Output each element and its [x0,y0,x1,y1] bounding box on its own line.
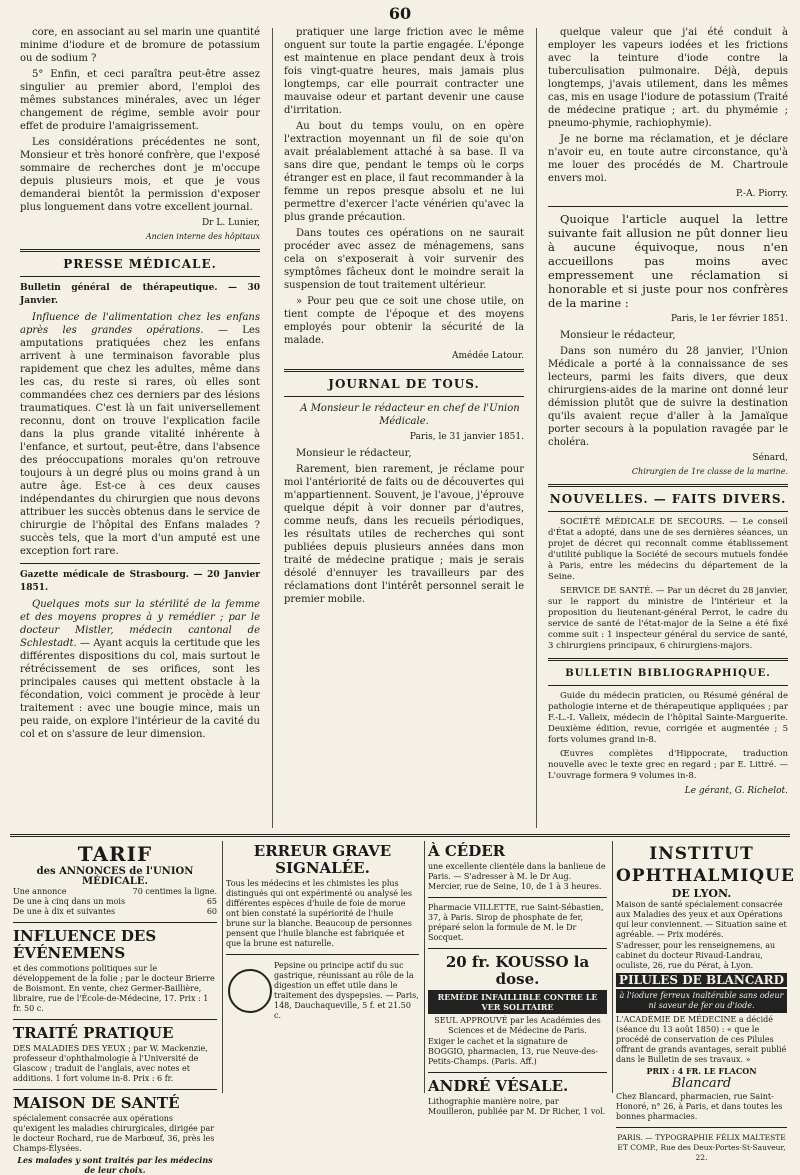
handwritten-signature: Blancard [671,1076,732,1091]
ad-column-1 [10,841,220,1175]
ad-text: Pepsine ou principe actif du suc gastrique, réunissant au rôle de la digestion un effet utile dans le traitement des dyspepsies. — Paris, 148, Dauchaqueville, 5 f. et 21.50 c. [274,961,419,1020]
tarif-row [13,907,217,917]
section-title: BULLETIN BIBLIOGRAPHIQUE. [565,668,771,679]
article-subtitle: Quelques mots sur la stérilité de la femme et des moyens propres à y remédier ; par le docteur Mistler, médecin cantonal de Schlestadt. [20,599,260,649]
paragraph: Je ne borne ma réclamation, et je déclare n'avoir eu, en toute autre circonstance, qu'à me louer des procédés de M. Chartroule envers moi. [548,134,788,184]
ad-text: Lithographie manière noire, par Mouilleron, publiée par M. Dr Richer, 1 vol. [428,1097,606,1116]
ad-title: 20 fr. KOUSSO la dose. [445,953,590,988]
divider [548,685,788,686]
tarif-title: TARIF [77,842,153,866]
ad-title: INSTITUT OPHTHALMIQUE [616,844,795,886]
divider [20,249,260,252]
paragraph: 5° Enfin, et ceci paraîtra peut-être assez singulier au premier abord, l'emploi des mêmes substances minérales, avec un léger changement de régime, semble avoir pour effet de produire l'amaigrissement. [20,69,260,132]
tarif-row [13,887,217,897]
ad-text: SEUL APPROUVÉ par les Académies des Sciences et de Médecine de Paris. [434,1016,601,1035]
tarif-price: 60 [206,907,217,916]
advertisements-section [10,834,795,1175]
signature-title: Chirurgien de 1re classe de la marine. [631,467,788,476]
column-divider [272,28,273,828]
divider [20,276,260,277]
ad-text: S'adresser, pour les renseignemens, au cabinet du docteur Rivaud-Landrau, oculiste, 26, rue du Pérat, à Lyon. [616,941,776,970]
ad-column-2 [222,841,422,1093]
paragraph: » Pour peu que ce soit une chose utile, on tient compte de l'époque et des moyens employés pour obtenir la sécurité de la malade. [284,296,524,346]
ad-title: À CÉDER [428,842,506,860]
news-item: SOCIÉTÉ MÉDICALE DE SECOURS. — Le conseil d'État a adopté, dans une de ses dernières séances, un projet de décret qui reconnaît comme établissement d'utilité publique la Société de secours mutuels fondée à Paris, entre les médecins du département de la Seine. [548,517,788,582]
ad-banner: REMÈDE INFAILLIBLE CONTRE LE VER SOLITAIRE [428,990,607,1014]
ad-subtitle: DE LYON. [671,887,732,900]
divider [13,922,217,923]
ad-banner-sub: à l'iodure ferreux inaltérable sans odeur ni saveur de fer ou d'iode. [616,989,787,1013]
imprint: PARIS. — TYPOGRAPHIE FÉLIX MALTESTE ET COMP., Rue des Deux-Portes-St-Sauveur, 22. [617,1133,786,1162]
paragraph: quelque valeur que j'ai été conduit à employer les vapeurs iodées et les frictions avec la teinture d'iode contre la tuberculisation pulmonaire. Déjà, depuis longtemps, j'avais utilement, dans les mêmes cas, mis en usage l'iodure de potassium (Traité de médecine pratique ; art. du phymémie ; pneumo-phymie, rachiophymie). [548,27,788,129]
pepsine-ad [226,960,419,1022]
news-item: SERVICE DE SANTÉ. — Par un décret du 28 janvier, sur le rapport du ministre de l'intérieur et la proposition du lieutenant-général Perrot, le cadre du service de santé de l'état-major de la Seine a été fixé comme suit : 1 inspecteur général du service de santé, 3 chirurgiens principaux, 6 chirurgiens-majors. [548,586,788,651]
divider [428,948,607,949]
paragraph [20,598,260,741]
ad-title: MAISON DE SANTÉ [13,1094,180,1112]
article-text: — Ayant acquis la certitude que les différentes dispositions du col, mais surtout le rétrécissement de ses orifices, sont les principales causes qui mettent obstacle à la fécondation, voici comment je procède à leur traitement : avec une bougie mince, mais un peu raide, on explore l'intérieur de la cavité du col et on s'assure de leur dimension. [20,638,261,740]
article-text: — Les amputations pratiquées chez les enfans arrivent à une terminaison favorable plus rapidement que chez les adultes, même dans les cas, du reste si rares, où elles sont commandées chez ces derniers par des lésions traumatiques. C'est là un fait universellement reconnu, dont on trouve l'explication facile dans la plus grande vitalité inhérente à l'enfance, et surtout, peut-être, dans l'absence des préoccupations morales qu'on retrouve toujours à un degré plus ou moins grand à un autre âge. Est-ce à ces deux causes indépendantes du chirurgien que nous devons attribuer les succès obtenus dans le service de chirurgie de l'hôpital des Enfans malades ? succès tels, que la mort d'un amputé est une exception fort rare. [20,325,260,557]
ad-title: ANDRÉ VÉSALE. [428,1077,569,1095]
bibliography-item: Guide du médecin praticien, ou Résumé général de pathologie interne et de thérapeutique appliquées ; par F.-L.-I. Valleix, médecin de l'hôpital Sainte-Marguerite. Deuxième édition, revue, corrigée et augmentée ; 5 forts volumes grand in-8. [548,691,788,745]
paragraph: Les considérations précédentes ne sont, Monsieur et très honoré confrère, que l'exposé sommaire de recherches dont je m'occupe depuis plusieurs mois, et que je vous demanderai bientôt la permission d'exposer plus longuement dans votre excellent journal. [20,137,260,213]
divider [13,1019,217,1020]
column-1 [20,26,260,826]
ad-text: Maison de santé spécialement consacrée aux Maladies des yeux et aux Opérations qui leur conviennent. — Situation saine et agréable. — Prix modérés. [616,900,787,939]
paragraph: Rarement, bien rarement, je réclame pour moi l'antériorité de faits ou de découvertes qui m'appartiennent. Souvent, je l'avoue, j'éprouve quelque dépit à voir donner par d'autres, comme neufs, dans les recueils périodiques, les résultats utiles de recherches qui sont publiées depuis plusieurs années dans mon traité de médecine pratique ; mais je serais désolé d'ennuyer les travailleurs par des réclamations dont l'intérêt personnel serait le premier mobile. [284,464,524,605]
ad-title: INFLUENCE DES ÉVÉNEMENS [13,927,157,962]
section-title: JOURNAL DE TOUS. [328,377,480,391]
article-heading: Bulletin général de thérapeutique. — 30 Janvier. [20,283,260,306]
tarif-price: 65 [206,897,217,906]
tarif-label: De une à cinq dans un mois [13,897,126,906]
ad-text: une excellente clientèle dans la banlieue de Paris. — S'adresser à M. le Dr Aug. Mercier, rue de Seine, 10, de 1 à 3 heures. [428,862,606,891]
divider [428,897,607,898]
column-3 [548,26,788,826]
ad-footer: Les malades y sont traités par les médecins de leur choix. [17,1155,213,1175]
seal-icon [228,969,272,1013]
letter-salutation: Monsieur le rédacteur, [560,330,676,341]
divider [428,1072,607,1073]
divider [284,396,524,397]
tarif-label: De une à dix et suivantes [13,907,116,916]
ad-text: Chez Blancard, pharmacien, rue Saint-Honoré, n° 26, à Paris, et dans toutes les bonnes pharmacies. [616,1092,783,1121]
paragraph [20,311,260,558]
ad-text: et des commotions politiques sur le développement de la folie ; par le docteur Brierre de Boismont. En vente, chez Germer-Baillière, libraire, rue de l'École-de-Médecine, 17. Prix : 1 fr. 50 c. [13,964,215,1013]
divider [284,369,524,372]
divider [616,1127,787,1128]
paragraph: Au bout du temps voulu, on en opère l'extraction moyennant un fil de soie qu'on avait préalablement attaché à sa base. Il va sans dire que, pendant le temps où le corps étranger est en place, il faut recommander à la femme un repos presque absolu et ne lui permettre d'exercer l'acte vénérien qu'avec la plus grande précaution. [284,121,524,223]
signature: P.-A. Piorry. [735,189,788,199]
column-2 [284,26,524,826]
divider [548,484,788,487]
paragraph: pratiquer une large friction avec le même onguent sur toute la partie engagée. L'éponge est maintenue en place pendant deux à trois fois vingt-quatre heures, mais jamais plus longtemps, car elle pourrait contracter une mauvaise odeur et partant devenir une cause d'irritation. [284,27,524,116]
ad-banner: PILULES DE BLANCARD [616,973,787,987]
divider [548,511,788,512]
signature-name: Sénard, [752,453,788,463]
letter-date: Paris, le 31 janvier 1851. [409,432,524,442]
ad-text: spécialement consacrée aux opérations qu'exigent les maladies chirurgicales, dirigée par le docteur Rochard, rue de Marbœuf, 36, près les Champs-Élysées. [13,1114,215,1153]
tarif-subtitle: des ANNONCES de l'UNION MÉDICALE. [36,866,194,887]
article-subtitle: Influence de l'alimentation chez les enfans après les grandes opérations. [20,312,260,336]
divider [548,658,788,661]
ad-text: Exiger le cachet et la signature de BOGGIO, pharmacien, 13, rue Neuve-des-Petits-Champs. (Paris. Aff.) [428,1037,598,1066]
divider [13,1089,217,1090]
ad-column-4 [612,841,795,1162]
paragraph: Dans toutes ces opérations on ne saurait procéder avec assez de ménagemens, sans cela on s'exposerait à voir survenir des symptômes fâcheux dont le moindre serait la suspension de tout traitement ultérieur. [284,228,524,291]
gerant-signature [548,785,788,798]
article-heading: Gazette médicale de Strasbourg. — 20 Janvier 1851. [20,570,260,593]
ad-column-3 [424,841,610,1116]
ad-title: ERREUR GRAVE SIGNALÉE. [253,842,392,877]
signature: Amédée Latour. [452,351,524,361]
ad-text: DES MALADIES DES YEUX ; par W. Mackenzie, professeur d'ophthalmologie à l'Université de Glascow ; traduit de l'anglais, avec notes et additions. 1 fort volume in-8. Prix : 6 fr. [13,1044,208,1083]
signature-name: Dr L. Lunier, [201,218,260,228]
paragraph: Dans son numéro du 28 janvier, l'Union Médicale a porté à la connaissance de ses lecteurs, parmi les faits divers, que deux chirurgiens-aides de la marine ont donné leur démission plutôt que de suivre la destination qu'ils avaient reçue d'aller à la Jamaïque porter secours à la population ravagée par le choléra. [548,346,788,448]
tarif-row [13,897,217,907]
section-title: PRESSE MÉDICALE. [63,257,217,271]
divider [226,954,419,955]
letter-heading [284,402,524,428]
column-divider [536,28,537,828]
signature [548,452,788,478]
tarif-price: 70 centimes la ligne. [132,887,217,896]
tarif-label: Une annonce [13,887,67,896]
signature [20,217,260,243]
ad-text: Pharmacie VILLETTE, rue Saint-Sébastien, 37, à Paris. Sirop de phosphate de fer, préparé selon la formule de M. le Dr Socquet. [428,903,604,942]
signature-title: Ancien interne des hôpitaux [145,232,260,241]
section-title: NOUVELLES. — FAITS DIVERS. [549,492,787,506]
letter-salutation: Monsieur le rédacteur, [296,448,412,459]
ad-title: TRAITÉ PRATIQUE [13,1024,174,1042]
bibliography-item: Œuvres complètes d'Hippocrate, traduction nouvelle avec le texte grec en regard ; par E. Littré. — L'ouvrage formera 9 volumes in-8. [548,749,788,781]
letter-heading-text: A Monsieur le rédacteur en chef de l'Union Médicale. [300,403,520,427]
ad-price: PRIX : 4 FR. LE FLACON [646,1066,757,1076]
divider [548,206,788,207]
divider [20,563,260,564]
ad-text: Tous les médecins et les chimistes les plus distingués qui ont expérimenté ou analysé les différentes espèces d'huile de foie de morue ont bien constaté la supériorité de l'huile brune sur la blanche. Beaucoup de personnes pensent que l'huile blanche est fabriquée et que la brune est naturelle. [226,879,412,948]
editorial-note: Quoique l'article auquel la lettre suivante fait allusion ne pût donner lieu à aucune équivoque, nous n'en accueillons pas moins avec empressement une réclamation si honorable et si juste pour nos confrères de la marine : [548,212,788,310]
paragraph: core, en associant au sel marin une quantité minime d'iodure et de bromure de potassium ou de sodium ? [20,27,260,64]
page-number: 60 [388,4,412,23]
letter-date: Paris, le 1er février 1851. [671,314,788,324]
gerant-text: Le gérant, G. Richelot. [684,786,788,796]
ad-text: L'ACADÉMIE DE MÉDECINE a décidé (séance du 13 août 1850) : « que le procédé de conservation de ces Pilules offrant de grands avantages, serait publié dans le Bulletin de ses travaux. » [616,1015,787,1064]
